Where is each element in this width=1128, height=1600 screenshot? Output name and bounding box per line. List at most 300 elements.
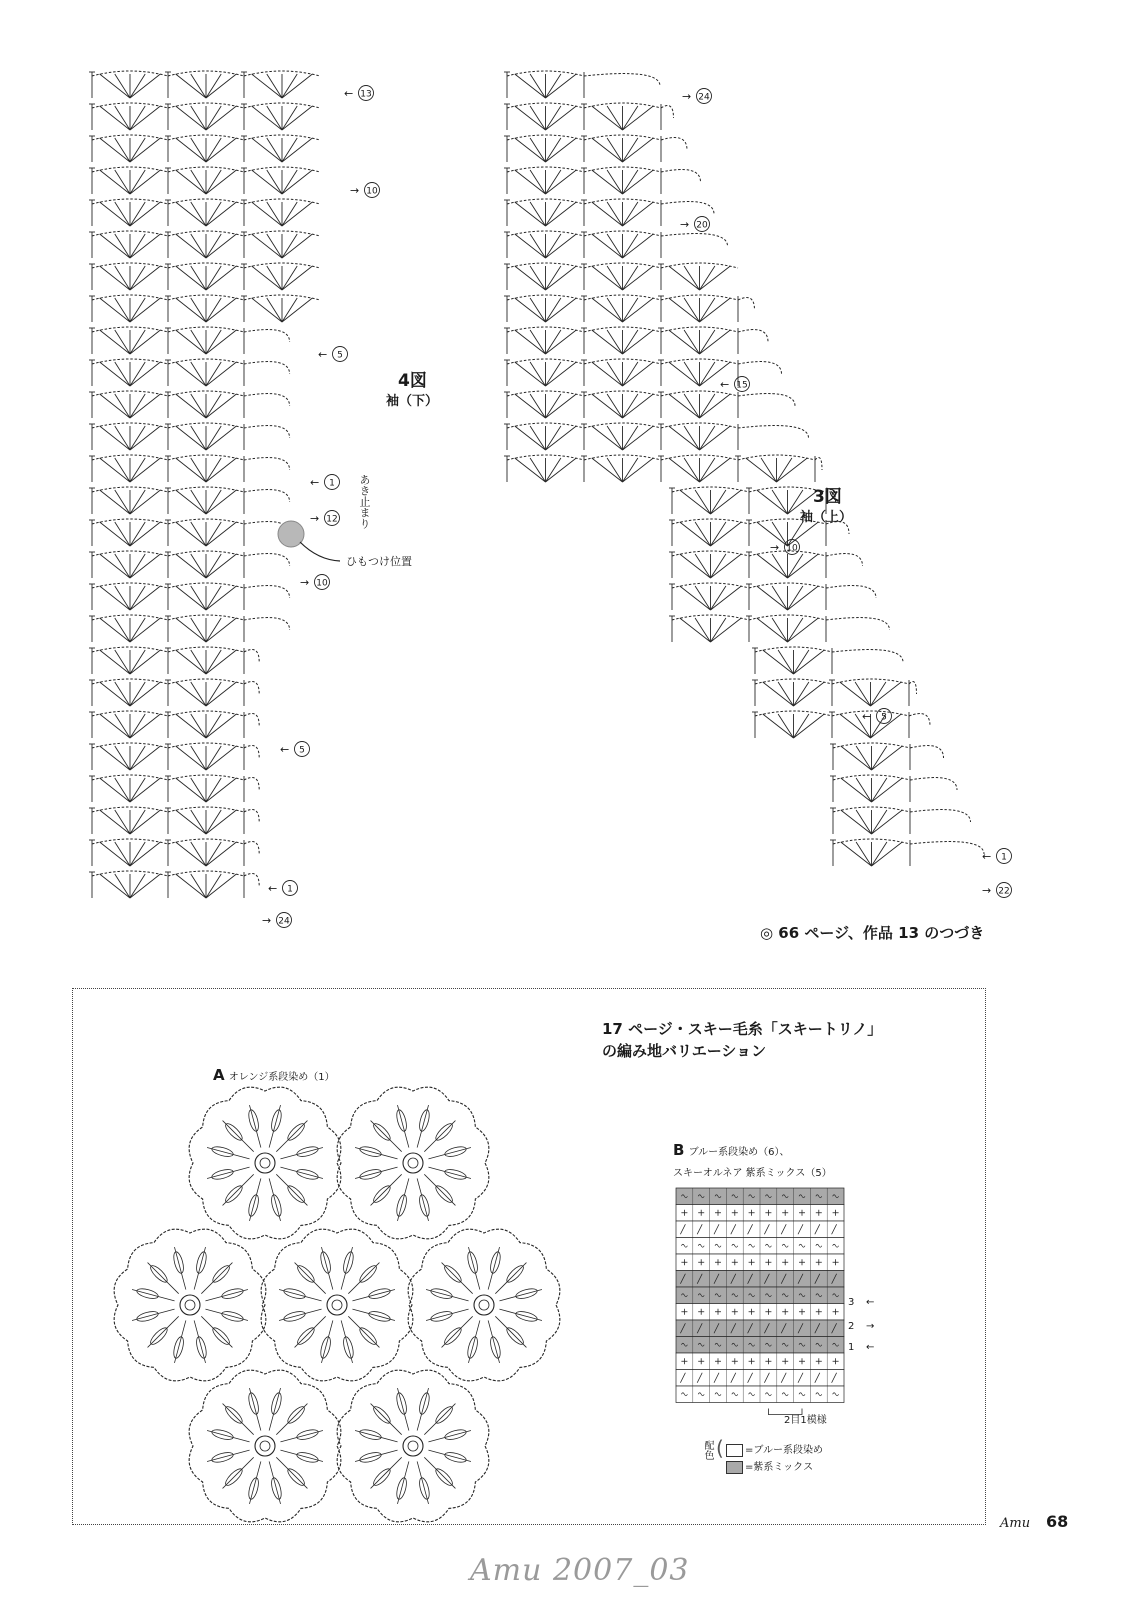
treble-stitch xyxy=(130,170,160,194)
edge-chain xyxy=(826,554,863,566)
treble-stitch xyxy=(546,234,561,258)
treble-stitch xyxy=(700,266,731,290)
treble-stitch xyxy=(206,362,221,386)
treble-stitch xyxy=(680,522,711,546)
treble-stitch xyxy=(546,426,577,450)
treble-stitch xyxy=(130,490,160,514)
treble-stitch xyxy=(669,266,700,290)
treble-stitch xyxy=(282,74,297,98)
treble-stitch xyxy=(130,650,145,674)
treble-stitch xyxy=(607,138,622,162)
treble-stitch xyxy=(530,106,545,130)
row-number: 22 xyxy=(998,886,1010,897)
treble-stitch xyxy=(130,714,160,738)
treble-stitch xyxy=(530,426,545,450)
row-number: 20 xyxy=(696,220,708,231)
treble-stitch xyxy=(206,138,236,162)
treble-stitch xyxy=(100,842,130,866)
treble-stitch xyxy=(794,714,809,738)
treble-stitch xyxy=(206,170,236,194)
treble-stitch xyxy=(206,554,221,578)
treble-stitch xyxy=(176,394,206,418)
treble-stitch xyxy=(282,266,297,290)
treble-stitch xyxy=(592,202,623,226)
treble-stitch xyxy=(252,266,282,290)
treble-stitch xyxy=(115,778,130,802)
treble-stitch xyxy=(546,138,577,162)
treble-stitch xyxy=(515,74,546,98)
color-key-item-1-label: =ブルー系段染め xyxy=(745,1445,823,1456)
treble-stitch xyxy=(778,682,793,706)
treble-stitch xyxy=(530,362,545,386)
treble-stitch xyxy=(130,586,160,610)
edge-chain xyxy=(661,106,674,118)
treble-stitch xyxy=(130,778,145,802)
treble-stitch xyxy=(176,298,206,322)
treble-stitch xyxy=(206,490,221,514)
treble-stitch xyxy=(757,586,788,610)
treble-stitch xyxy=(206,106,236,130)
treble-stitch xyxy=(191,394,206,418)
treble-stitch xyxy=(206,714,221,738)
treble-stitch xyxy=(206,778,236,802)
treble-stitch xyxy=(130,810,145,834)
treble-stitch xyxy=(252,202,282,226)
treble-stitch xyxy=(282,138,297,162)
treble-stitch xyxy=(191,810,206,834)
treble-stitch xyxy=(623,362,654,386)
treble-stitch xyxy=(130,106,145,130)
treble-stitch xyxy=(700,330,715,354)
treble-stitch xyxy=(711,490,726,514)
variation-frame xyxy=(72,988,986,1525)
treble-stitch xyxy=(100,394,130,418)
treble-stitch xyxy=(191,170,206,194)
treble-stitch xyxy=(115,490,130,514)
treble-stitch xyxy=(100,202,130,226)
treble-stitch xyxy=(100,298,130,322)
treble-stitch xyxy=(607,458,622,482)
treble-stitch xyxy=(191,458,206,482)
treble-stitch xyxy=(130,234,160,258)
treble-stitch xyxy=(607,170,622,194)
treble-stitch xyxy=(252,74,282,98)
edge-chain xyxy=(584,74,660,86)
treble-stitch xyxy=(872,842,887,866)
treble-stitch xyxy=(841,746,872,770)
treble-stitch xyxy=(267,106,282,130)
treble-stitch xyxy=(515,266,546,290)
pattern-repeat-label: 2目1模様 xyxy=(784,1415,827,1426)
treble-stitch xyxy=(592,458,623,482)
sleeve-upper-row-markers xyxy=(680,89,1012,898)
treble-stitch xyxy=(206,74,236,98)
treble-stitch xyxy=(623,234,654,258)
treble-stitch xyxy=(282,202,312,226)
treble-stitch xyxy=(176,202,206,226)
treble-stitch xyxy=(130,842,145,866)
treble-stitch xyxy=(130,810,160,834)
treble-stitch xyxy=(130,842,160,866)
treble-stitch xyxy=(130,714,145,738)
treble-stitch xyxy=(130,522,145,546)
color-key-item-1 xyxy=(726,1441,823,1457)
treble-stitch xyxy=(546,106,561,130)
treble-stitch xyxy=(772,490,787,514)
treble-stitch xyxy=(191,426,206,450)
treble-stitch xyxy=(282,234,312,258)
tie-position-label: ひもつけ位置 xyxy=(346,555,412,568)
treble-stitch xyxy=(176,330,206,354)
edge-chain xyxy=(661,138,687,150)
treble-stitch xyxy=(206,426,236,450)
treble-stitch xyxy=(623,426,654,450)
treble-stitch xyxy=(623,138,654,162)
treble-stitch xyxy=(206,74,221,98)
treble-stitch xyxy=(115,746,130,770)
treble-stitch xyxy=(100,778,130,802)
treble-stitch xyxy=(794,682,825,706)
treble-stitch xyxy=(684,330,699,354)
row-number: 5 xyxy=(299,745,305,756)
treble-stitch xyxy=(206,682,221,706)
row-arrow: → xyxy=(350,184,360,197)
treble-stitch xyxy=(684,266,699,290)
treble-stitch xyxy=(546,170,561,194)
treble-stitch xyxy=(788,554,803,578)
treble-stitch xyxy=(777,458,792,482)
treble-stitch xyxy=(176,714,206,738)
treble-stitch xyxy=(206,778,221,802)
treble-stitch xyxy=(115,266,130,290)
treble-stitch xyxy=(623,106,638,130)
treble-stitch xyxy=(282,106,312,130)
treble-stitch xyxy=(763,682,794,706)
treble-stitch xyxy=(841,810,872,834)
treble-stitch xyxy=(130,266,160,290)
color-key-item-2 xyxy=(726,1458,813,1474)
treble-stitch xyxy=(871,682,886,706)
treble-stitch xyxy=(592,170,623,194)
sleeve-upper-figure-no: 3図 xyxy=(813,487,842,507)
treble-stitch xyxy=(530,298,545,322)
treble-stitch xyxy=(130,778,160,802)
treble-stitch xyxy=(267,170,282,194)
treble-stitch xyxy=(788,618,819,642)
treble-stitch xyxy=(176,234,206,258)
treble-stitch xyxy=(515,362,546,386)
pattern-row-number: 1 xyxy=(848,1342,855,1353)
treble-stitch xyxy=(841,778,872,802)
treble-stitch xyxy=(872,746,887,770)
treble-stitch xyxy=(695,586,710,610)
treble-stitch xyxy=(206,106,221,130)
treble-stitch xyxy=(191,874,206,898)
edge-chain xyxy=(738,298,755,310)
treble-stitch xyxy=(100,746,130,770)
treble-stitch xyxy=(191,490,206,514)
edge-chain xyxy=(244,330,290,342)
treble-stitch xyxy=(515,426,546,450)
row-arrow: ← xyxy=(318,348,328,361)
treble-stitch xyxy=(206,714,236,738)
treble-stitch xyxy=(100,362,130,386)
treble-stitch xyxy=(206,618,236,642)
treble-stitch xyxy=(282,170,297,194)
treble-stitch xyxy=(206,330,221,354)
treble-stitch xyxy=(515,394,546,418)
treble-stitch xyxy=(130,554,160,578)
treble-stitch xyxy=(206,810,236,834)
edge-chain xyxy=(832,650,903,662)
treble-stitch xyxy=(669,330,700,354)
treble-stitch xyxy=(607,394,622,418)
treble-stitch xyxy=(788,522,803,546)
treble-stitch xyxy=(100,682,130,706)
treble-stitch xyxy=(191,202,206,226)
treble-stitch xyxy=(115,234,130,258)
treble-stitch xyxy=(669,362,700,386)
edge-chain xyxy=(244,554,290,566)
sample-b-label-line1: ブルー系段染め（6）、 xyxy=(688,1147,790,1158)
treble-stitch xyxy=(592,298,623,322)
treble-stitch xyxy=(515,138,546,162)
treble-stitch xyxy=(130,458,145,482)
treble-stitch xyxy=(700,266,715,290)
treble-stitch xyxy=(130,74,145,98)
treble-stitch xyxy=(130,586,145,610)
sleeve-lower-caption: 袖（下） xyxy=(386,394,439,409)
treble-stitch xyxy=(282,298,297,322)
edge-chain xyxy=(244,842,259,854)
treble-stitch xyxy=(176,362,206,386)
treble-stitch xyxy=(130,874,145,898)
treble-stitch xyxy=(515,330,546,354)
treble-stitch xyxy=(546,330,577,354)
treble-stitch xyxy=(684,362,699,386)
treble-stitch xyxy=(176,426,206,450)
treble-stitch xyxy=(794,650,825,674)
treble-stitch xyxy=(872,778,903,802)
treble-stitch xyxy=(267,202,282,226)
treble-stitch xyxy=(130,618,160,642)
edge-chain xyxy=(910,810,971,822)
footer-magazine: Amu xyxy=(1000,1516,1031,1531)
pattern-row-arrow: → xyxy=(866,1321,875,1332)
row-arrow: ← xyxy=(344,87,354,100)
treble-stitch xyxy=(206,682,236,706)
treble-stitch xyxy=(115,362,130,386)
treble-stitch xyxy=(700,298,715,322)
edge-chain xyxy=(244,458,290,470)
sample-b-heading xyxy=(673,1141,790,1159)
treble-stitch xyxy=(855,682,870,706)
treble-stitch xyxy=(130,522,160,546)
treble-stitch xyxy=(669,298,700,322)
treble-stitch xyxy=(700,330,731,354)
treble-stitch xyxy=(115,682,130,706)
treble-stitch xyxy=(700,394,731,418)
treble-stitch xyxy=(206,234,236,258)
treble-stitch xyxy=(100,874,130,898)
row-number: 5 xyxy=(881,712,887,723)
treble-stitch xyxy=(607,298,622,322)
row-number: 24 xyxy=(278,916,290,927)
treble-stitch xyxy=(871,682,902,706)
treble-stitch xyxy=(176,778,206,802)
treble-stitch xyxy=(788,522,819,546)
treble-stitch xyxy=(530,458,545,482)
treble-stitch xyxy=(856,810,871,834)
treble-stitch xyxy=(546,138,561,162)
treble-stitch xyxy=(100,586,130,610)
treble-stitch xyxy=(100,74,130,98)
treble-stitch xyxy=(282,234,297,258)
treble-stitch xyxy=(841,842,872,866)
treble-stitch xyxy=(788,618,803,642)
row-number: 24 xyxy=(698,92,710,103)
treble-stitch xyxy=(252,298,282,322)
treble-stitch xyxy=(115,202,130,226)
treble-stitch xyxy=(680,554,711,578)
treble-stitch xyxy=(130,874,160,898)
treble-stitch xyxy=(530,74,545,98)
edge-chain xyxy=(244,778,259,790)
treble-stitch xyxy=(100,650,130,674)
treble-stitch xyxy=(711,522,726,546)
row-arrow: → xyxy=(680,218,690,231)
edge-chain xyxy=(244,362,290,374)
treble-stitch xyxy=(206,266,236,290)
row-number: 12 xyxy=(326,514,338,525)
row-number: 10 xyxy=(786,543,798,554)
edge-chain xyxy=(244,714,259,726)
pattern-row-arrow: ← xyxy=(866,1297,875,1308)
treble-stitch xyxy=(711,554,742,578)
treble-stitch xyxy=(100,106,130,130)
treble-stitch xyxy=(794,682,809,706)
treble-stitch xyxy=(592,234,623,258)
edge-chain xyxy=(244,426,290,438)
pattern-row-arrow: ← xyxy=(866,1342,875,1353)
treble-stitch xyxy=(206,234,221,258)
treble-stitch xyxy=(623,458,654,482)
treble-stitch xyxy=(191,618,206,642)
color-key-item-2-label: =紫系ミックス xyxy=(745,1462,814,1473)
treble-stitch xyxy=(130,330,145,354)
treble-stitch xyxy=(872,778,887,802)
treble-stitch xyxy=(530,330,545,354)
row-arrow: ← xyxy=(720,378,730,391)
treble-stitch xyxy=(546,298,577,322)
treble-stitch xyxy=(100,426,130,450)
row-number: 10 xyxy=(366,186,378,197)
treble-stitch xyxy=(176,746,206,770)
treble-stitch xyxy=(607,330,622,354)
treble-stitch xyxy=(267,74,282,98)
treble-stitch xyxy=(267,234,282,258)
treble-stitch xyxy=(191,74,206,98)
treble-stitch xyxy=(788,586,803,610)
edge-chain xyxy=(738,394,795,406)
treble-stitch xyxy=(684,458,699,482)
treble-stitch xyxy=(100,522,130,546)
treble-stitch xyxy=(711,618,742,642)
treble-stitch xyxy=(282,298,312,322)
treble-stitch xyxy=(607,266,622,290)
treble-stitch xyxy=(700,426,715,450)
treble-stitch xyxy=(206,522,236,546)
row-number: 5 xyxy=(337,350,343,361)
treble-stitch xyxy=(546,426,561,450)
treble-stitch xyxy=(130,362,145,386)
treble-stitch xyxy=(191,106,206,130)
row-number: 10 xyxy=(316,578,328,589)
treble-stitch xyxy=(623,362,638,386)
treble-stitch xyxy=(282,202,297,226)
edge-chain xyxy=(909,682,917,694)
treble-stitch xyxy=(206,586,236,610)
treble-stitch xyxy=(711,522,742,546)
treble-stitch xyxy=(130,394,160,418)
color-key-label: 配色 xyxy=(702,1440,713,1460)
treble-stitch xyxy=(515,202,546,226)
treble-stitch xyxy=(546,74,561,98)
edge-chain xyxy=(910,746,944,758)
edge-chain xyxy=(244,586,290,598)
treble-stitch xyxy=(546,330,561,354)
treble-stitch xyxy=(191,746,206,770)
treble-stitch xyxy=(206,458,221,482)
treble-stitch xyxy=(592,138,623,162)
treble-stitch xyxy=(176,618,206,642)
treble-stitch xyxy=(252,170,282,194)
treble-stitch xyxy=(607,234,622,258)
treble-stitch xyxy=(100,170,130,194)
treble-stitch xyxy=(191,330,206,354)
row-arrow: ← xyxy=(982,850,992,863)
treble-stitch xyxy=(700,458,715,482)
treble-stitch xyxy=(546,362,577,386)
treble-stitch xyxy=(669,394,700,418)
treble-stitch xyxy=(206,170,221,194)
treble-stitch xyxy=(515,234,546,258)
treble-stitch xyxy=(206,202,236,226)
treble-stitch xyxy=(623,426,638,450)
treble-stitch xyxy=(623,330,638,354)
treble-stitch xyxy=(191,650,206,674)
treble-stitch xyxy=(684,394,699,418)
treble-stitch xyxy=(546,394,561,418)
treble-stitch xyxy=(623,202,654,226)
edge-chain xyxy=(909,714,930,726)
treble-stitch xyxy=(546,362,561,386)
treble-stitch xyxy=(130,202,145,226)
treble-stitch xyxy=(191,554,206,578)
row-arrow: → xyxy=(770,541,780,554)
sample-b-letter: B xyxy=(673,1141,685,1159)
treble-stitch xyxy=(130,74,160,98)
treble-stitch xyxy=(130,106,160,130)
treble-stitch xyxy=(115,330,130,354)
treble-stitch xyxy=(267,298,282,322)
treble-stitch xyxy=(191,234,206,258)
color-swatch-blue xyxy=(726,1444,743,1457)
edge-chain xyxy=(815,458,822,470)
variation-title-line1: 17 ページ・スキー毛糸「スキートリノ」 xyxy=(602,1020,883,1038)
footer-watermark: Amu 2007_03 xyxy=(470,1553,690,1588)
treble-stitch xyxy=(115,138,130,162)
